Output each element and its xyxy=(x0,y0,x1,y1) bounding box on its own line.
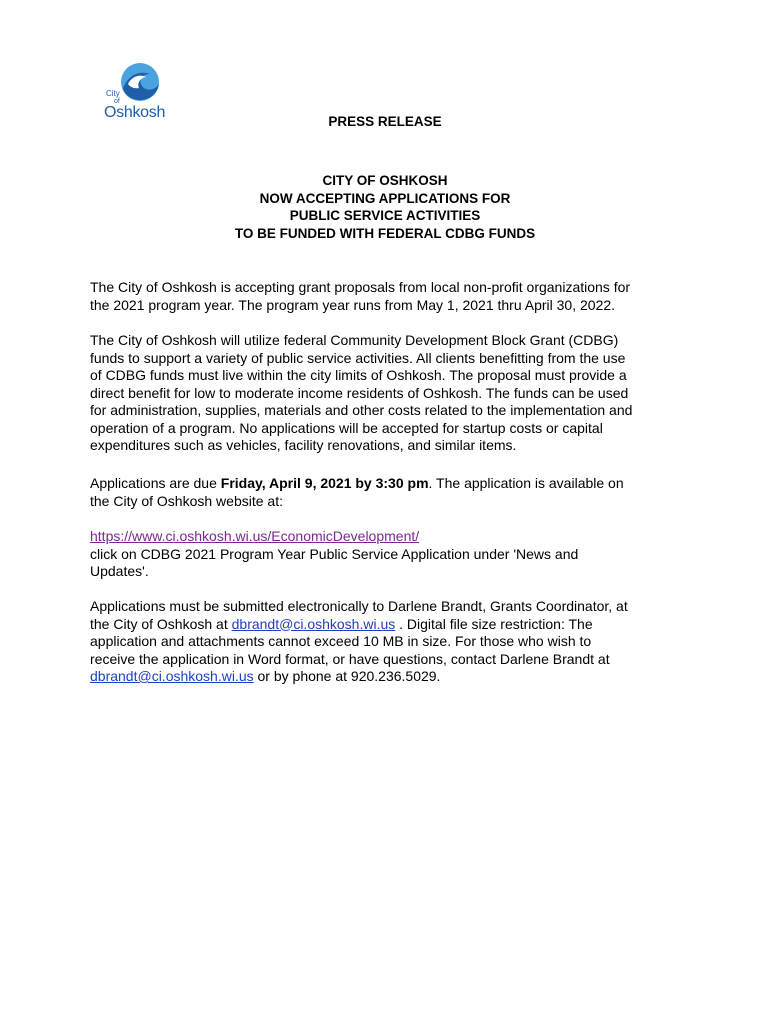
text-line: the City of Oshkosh website at: xyxy=(90,492,283,509)
submission-suffix: . Digital file size restriction: The xyxy=(395,615,593,632)
title-line: TO BE FUNDED WITH FEDERAL CDBG FUNDS xyxy=(234,225,536,241)
release-title xyxy=(90,172,680,242)
text-line: for administration, supplies, materials and other costs related to the implementation and xyxy=(90,402,633,418)
title-line: NOW ACCEPTING APPLICATIONS FOR xyxy=(259,190,511,206)
text-line xyxy=(90,528,680,546)
text-line: click on CDBG 2021 Program Year Public Service Application under 'News and xyxy=(90,545,579,562)
paragraph-due-date xyxy=(90,475,680,510)
paragraph-cdbg-use xyxy=(90,332,680,455)
logo-name-text: Oshkosh xyxy=(104,104,166,121)
text-line: of CDBG funds must live within the city limits of Oshkosh. The proposal must provide a xyxy=(90,367,627,383)
email-link[interactable]: dbrandt@ci.oshkosh.wi.us xyxy=(231,615,396,632)
text-line: The City of Oshkosh is accepting grant proposals from local non-profit organizations for xyxy=(90,279,631,295)
press-release-heading: PRESS RELEASE xyxy=(328,114,442,129)
text-line: Applications must be submitted electronically to Darlene Brandt, Grants Coordinator, at xyxy=(90,598,628,614)
phone-text: or by phone at 920.236.5029. xyxy=(253,668,441,684)
email-link[interactable]: dbrandt@ci.oshkosh.wi.us xyxy=(90,668,254,684)
wave-logo-icon xyxy=(118,62,164,102)
title-line: CITY OF OSHKOSH xyxy=(322,173,448,188)
text-line: operation of a program. No applications will be accepted for startup costs or capital xyxy=(90,419,603,436)
text-line: the 2021 program year. The program year runs from May 1, 2021 thru April 30, 2022. xyxy=(90,296,616,313)
paragraph-submission xyxy=(90,598,680,686)
text-line: application and attachments cannot exceed 10 MB in size. For those who wish to xyxy=(90,633,592,649)
paragraph-intro xyxy=(90,279,680,314)
submission-prefix: the City of Oshkosh at xyxy=(90,615,232,632)
text-line xyxy=(90,475,680,493)
due-suffix: . The application is available on xyxy=(428,475,624,491)
text-line xyxy=(90,616,680,634)
text-line: Updates'. xyxy=(90,563,149,579)
due-date: Friday, April 9, 2021 by 3:30 pm xyxy=(220,475,429,491)
logo-city-text: City xyxy=(106,89,120,98)
website-link[interactable]: https://www.ci.oshkosh.wi.us/EconomicDevelopment/ xyxy=(90,528,420,544)
text-line xyxy=(90,668,680,686)
text-line: The City of Oshkosh will utilize federal Community Development Block Grant (CDBG) xyxy=(90,332,619,348)
logo-of-text: of xyxy=(114,98,120,105)
title-line: PUBLIC SERVICE ACTIVITIES xyxy=(289,208,481,223)
due-prefix: Applications are due xyxy=(90,475,221,491)
text-line: direct benefit for low to moderate income residents of Oshkosh. The funds can be used xyxy=(90,384,629,401)
text-line: receive the application in Word format, or have questions, contact Darlene Brandt at xyxy=(90,650,610,667)
paragraph-website xyxy=(90,528,680,581)
text-line: funds to support a variety of public service activities. All clients benefitting from the use xyxy=(90,349,626,366)
text-line: expenditures such as vehicles, facility renovations, and similar items. xyxy=(90,437,517,453)
